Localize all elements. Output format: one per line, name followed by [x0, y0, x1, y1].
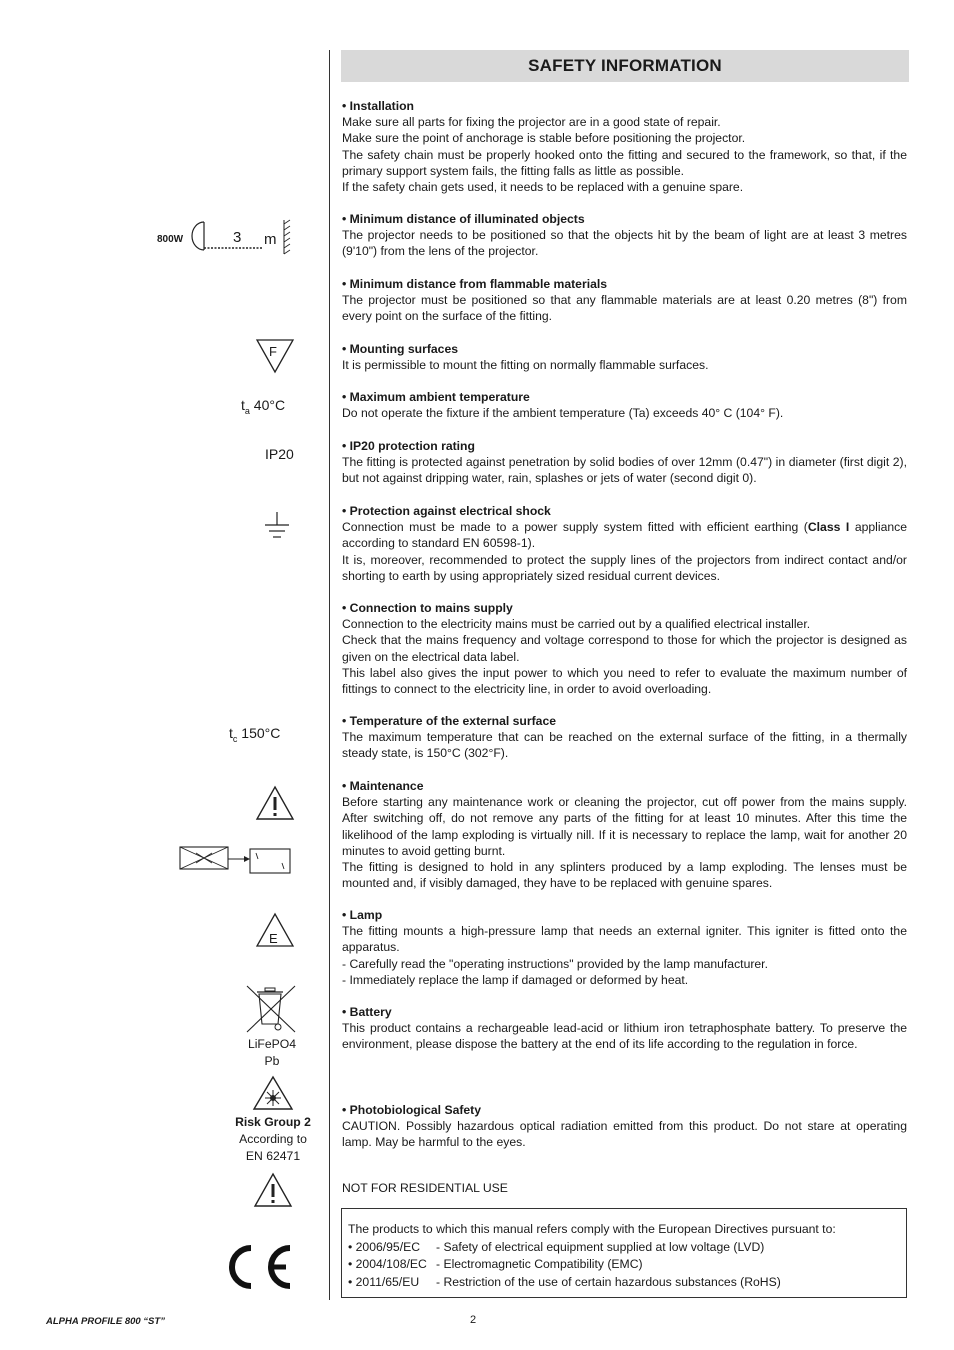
- section-text: The safety chain must be properly hooked onto the fitting and secured to the framework, so that, if the primary support system fails, the fitting falls as little as possible.: [342, 147, 907, 178]
- column-divider: [329, 50, 330, 1300]
- warning-icon: [255, 785, 295, 821]
- section-battery: [342, 1004, 907, 1053]
- section-heading: • IP20 protection rating: [342, 439, 475, 453]
- section-electrical-shock: [342, 503, 907, 584]
- section-ip20: [342, 438, 907, 487]
- section-text: Before starting any maintenance work or cleaning the projector, cut off power from the mains supply. After switching off, do not remove any parts of the fitting for at least 10 minutes. After this time the likelihood of the lamp exploding is virtually nill. If it is necessary to replace the lamp, wait for another 20 minutes to avoid getting burnt.: [342, 795, 907, 858]
- crossed-bin-icon: [245, 984, 299, 1034]
- distance-unit: m: [264, 231, 277, 248]
- section-text: If the safety chain gets used, it needs to be replaced with a genuine spare.: [342, 180, 744, 195]
- section-ambient-temperature: [342, 389, 907, 421]
- section-heading: • Protection against electrical shock: [342, 504, 551, 518]
- tc-sub: c: [232, 733, 238, 744]
- section-min-distance-objects: [342, 211, 907, 260]
- section-heading: • Minimum distance from flammable materials: [342, 277, 608, 291]
- section-text-part: appliance according to standard EN 60598-1).: [342, 520, 907, 551]
- surface-temp-label: [229, 725, 280, 744]
- section-text: This label also gives the input power to which you need to refer to evaluate the maximum number of fittings to connect to the electricity line, in order to avoid overloading.: [342, 665, 907, 697]
- class-label: Class I: [807, 520, 850, 535]
- section-mains-supply: [342, 600, 907, 697]
- tc-value: 150°C: [237, 725, 281, 741]
- warning-icon-2: [253, 1172, 293, 1208]
- section-text: The fitting is designed to hold in any splinters produced by a lamp exploding. The lenses must be mounted and, if visibly damaged, they have to be replaced with genuine spares.: [342, 860, 907, 891]
- earth-ground-icon: [263, 512, 291, 540]
- section-text-part: Connection must be made to a power supply system fitted with efficient earthing (: [342, 520, 808, 535]
- section-photobiological: [342, 1102, 907, 1151]
- section-heading: • Battery: [342, 1005, 392, 1019]
- ce-mark-icon: [222, 1242, 294, 1292]
- ambient-temp-label: [241, 397, 285, 416]
- flammable-letter: F: [269, 344, 277, 359]
- distance-value: 3: [233, 229, 242, 246]
- section-maintenance: [342, 778, 907, 891]
- section-heading: • Minimum distance of illuminated objects: [342, 212, 585, 226]
- section-text: Connection to the electricity mains must be carried out by a qualified electrical installer.: [342, 617, 811, 632]
- tc-label: t: [229, 725, 233, 741]
- page-number: 2: [470, 1314, 477, 1326]
- section-heading: • Installation: [342, 99, 414, 113]
- section-text: The maximum temperature that can be reached on the external surface of the fitting, in a thermally steady state, is 150°C (302°F).: [342, 730, 907, 761]
- directive-text: - Electromagnetic Compatibility (EMC): [436, 1257, 643, 1271]
- section-text: It is, moreover, recommended to protect the supply lines of the projectors from indirect contact and/or shorting to earth by using appropriately sized residual current devices.: [342, 552, 907, 583]
- risk-group-caption: [222, 1114, 324, 1165]
- directives-intro: The products to which this manual refers comply with the European Directives pursuant to:: [348, 1222, 836, 1236]
- battery-type-1: LiFePO4: [247, 1037, 297, 1051]
- ip-rating-label: IP20: [265, 446, 294, 462]
- battery-type-2: Pb: [264, 1054, 280, 1068]
- section-text: The projector must be positioned so that any flammable materials are at least 0.20 metres (8") from every point on the surface of the fitting.: [342, 293, 907, 324]
- section-text: Do not operate the fixture if the ambient temperature (Ta) exceeds 40° C (104° F).: [342, 406, 784, 421]
- section-surface-temperature: [342, 713, 907, 762]
- lamp-replacement-icon: [178, 843, 294, 877]
- residential-note: NOT FOR RESIDENTIAL USE: [342, 1181, 508, 1195]
- page-title: SAFETY INFORMATION: [528, 56, 722, 75]
- directive-item: [348, 1239, 900, 1257]
- footer-model: ALPHA PROFILE 800 “ST”: [46, 1316, 165, 1327]
- section-heading: • Maximum ambient temperature: [342, 390, 530, 404]
- directive-item: [348, 1256, 900, 1274]
- risk-standard: EN 62471: [245, 1149, 301, 1163]
- ta-label: t: [241, 397, 245, 413]
- section-text: The fitting is protected against penetration by solid bodies of over 12mm (0.47") in diameter (first digit 2), but not against dripping water, rain, splashes or jets of water (second digit 0).: [342, 455, 907, 486]
- ta-sub: a: [244, 405, 250, 416]
- section-text: The projector needs to be positioned so that the objects hit by the beam of light are at least 3 metres (9'10") from the lens of the projector.: [342, 228, 907, 259]
- section-lamp: [342, 907, 907, 988]
- directive-text: - Safety of electrical equipment supplied at low voltage (LVD): [436, 1239, 765, 1254]
- section-text: Make sure all parts for fixing the projector are in a good state of repair.: [342, 115, 721, 130]
- risk-group-label: Risk Group 2: [235, 1115, 311, 1129]
- section-text: The fitting mounts a high-pressure lamp that needs an external igniter. This igniter is fitted onto the apparatus.: [342, 924, 907, 955]
- section-text: - Carefully read the "operating instructions" provided by the lamp manufacturer.: [342, 956, 768, 971]
- directive-item: [348, 1274, 900, 1292]
- section-text: - Immediately replace the lamp if damaged or deformed by heat.: [342, 972, 689, 987]
- optical-radiation-icon: [252, 1075, 294, 1111]
- section-text: Check that the mains frequency and voltage correspond to those for which the projector is designed as given on the electrical data label.: [342, 633, 907, 664]
- section-heading: • Photobiological Safety: [342, 1103, 482, 1117]
- min-distance-icon: [190, 218, 300, 256]
- section-mounting-surfaces: [342, 341, 907, 373]
- power-label: 800W: [157, 234, 184, 245]
- title-bar: [341, 50, 909, 82]
- section-heading: • Lamp: [342, 908, 383, 922]
- section-heading: • Temperature of the external surface: [342, 714, 557, 728]
- section-heading: • Connection to mains supply: [342, 601, 513, 615]
- directive-code: • 2004/108/EC: [348, 1257, 427, 1271]
- section-heading: • Maintenance: [342, 779, 424, 793]
- battery-caption: [232, 1036, 312, 1070]
- lamp-letter: E: [269, 931, 278, 946]
- section-installation: [342, 98, 907, 195]
- ta-value: 40°C: [249, 397, 286, 413]
- section-text: This product contains a rechargeable lead-acid or lithium iron tetraphosphate battery. To preserve the environment, please dispose the battery at the end of its life according to the regulation in force.: [342, 1021, 907, 1052]
- directive-code: • 2011/65/EU: [348, 1274, 420, 1289]
- section-min-distance-flammable: [342, 276, 907, 325]
- directive-text: - Restriction of the use of certain hazardous substances (RoHS): [436, 1274, 781, 1289]
- section-text: It is permissible to mount the fitting on normally flammable surfaces.: [342, 358, 709, 373]
- risk-according: According to: [239, 1132, 307, 1146]
- section-heading: • Mounting surfaces: [342, 342, 458, 356]
- section-text: Make sure the point of anchorage is stable before positioning the projector.: [342, 131, 746, 146]
- directives-box: [341, 1208, 907, 1298]
- directive-code: • 2006/95/EC: [348, 1239, 421, 1254]
- section-text: CAUTION. Possibly hazardous optical radiation emitted from this product. Do not stare at operating lamp. May be harmful to the eyes.: [342, 1119, 907, 1150]
- section-text: [342, 519, 907, 551]
